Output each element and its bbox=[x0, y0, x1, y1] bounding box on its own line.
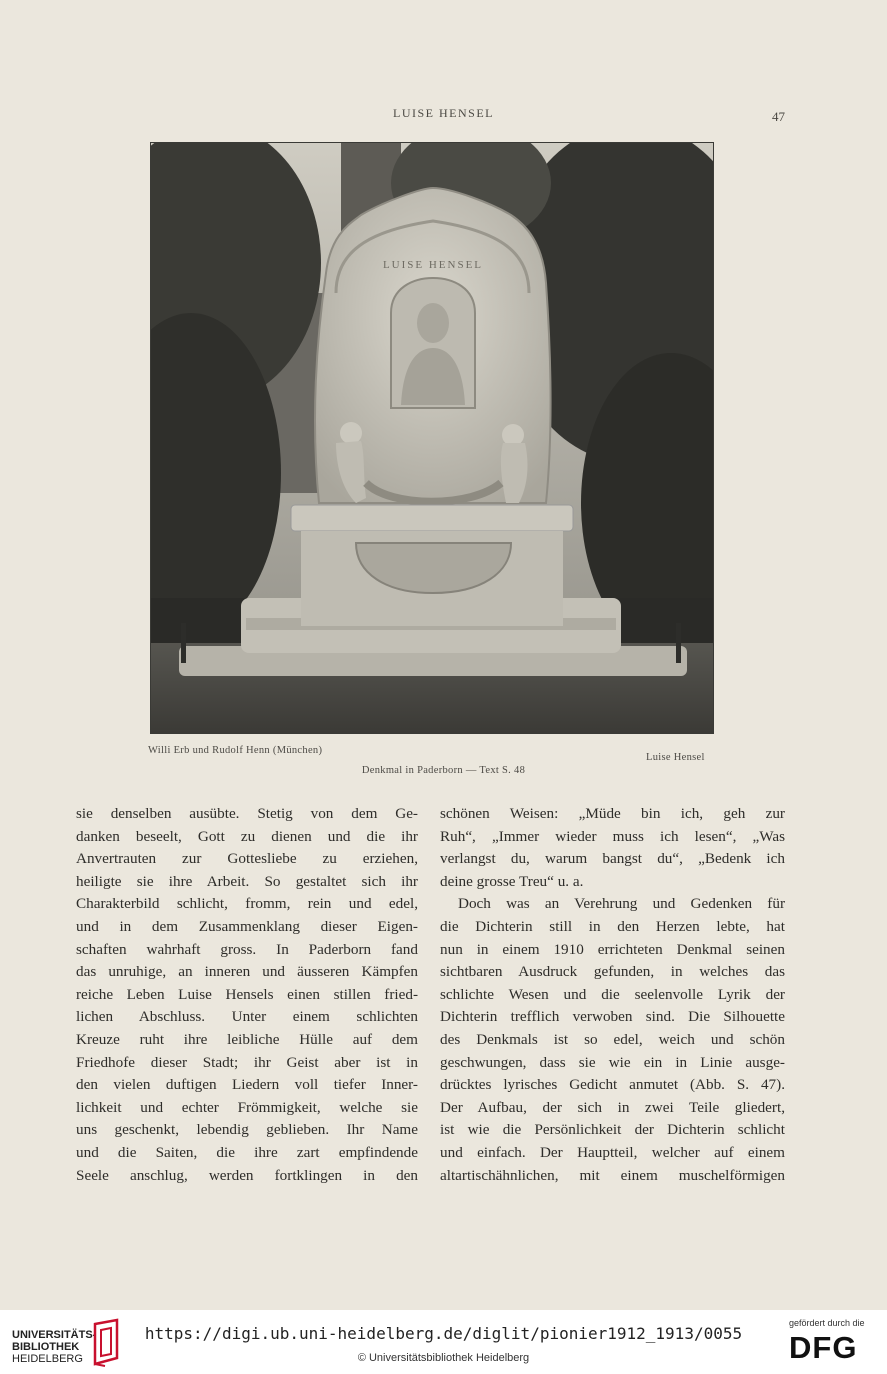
text-line: Seele anschlug, werden fortklingen in den bbox=[76, 1166, 418, 1184]
text-line: sie denselben ausübte. Stetig von dem Ge- bbox=[76, 805, 418, 822]
text-line: deine grosse Treu“ u. a. bbox=[440, 872, 584, 890]
dfg-logo[interactable]: DFG bbox=[789, 1330, 858, 1365]
text-line: nun in einem 1910 errichteten Denkmal seinen bbox=[440, 940, 785, 958]
figure-caption-artists: Willi Erb und Rudolf Henn (München) bbox=[148, 745, 323, 756]
text-column-left bbox=[76, 803, 418, 1187]
text-line: den vielen duftigen Liedern voll tiefer Inner- bbox=[76, 1076, 418, 1094]
text-line: geschwungen, dass sie wie ein in Linie ausge- bbox=[440, 1053, 785, 1071]
text-line: und in dem Zusammenklang dieser Eigen- bbox=[76, 917, 418, 935]
text-column-right bbox=[440, 803, 785, 1187]
text-line: ist wie die Persönlichkeit der Dichterin schlicht bbox=[440, 1121, 785, 1139]
text-line: des Denkmals ist so edel, weich und schön bbox=[440, 1030, 785, 1048]
text-line: Anvertrauten zur Gottesliebe zu erziehen, bbox=[76, 850, 418, 868]
text-line: lichkeit und echter Frömmigkeit, welche sie bbox=[76, 1098, 418, 1116]
figure-caption: Denkmal in Paderborn — Text S. 48 bbox=[361, 765, 526, 776]
text-line: drücktes lyrisches Gedicht anmutet (Abb. S. 47). bbox=[440, 1076, 785, 1094]
text-line: danken beseelt, Gott zu dienen und die ihr bbox=[76, 827, 418, 845]
text-line: uns geschenkt, lebendig geblieben. Ihr Name bbox=[76, 1121, 418, 1139]
text-line: heiligte sie ihre Arbeit. So gestaltet sich ihr bbox=[76, 872, 418, 890]
funding-label: gefördert durch die bbox=[789, 1318, 865, 1328]
monument-inscription: LUISE HENSEL bbox=[382, 259, 484, 271]
figure-caption-subject: Luise Hensel bbox=[646, 752, 705, 763]
text-line: schönen Weisen: „Müde bin ich, geh zur bbox=[440, 805, 785, 822]
running-title: LUISE HENSEL bbox=[393, 106, 494, 120]
text-line: die Dichterin still in den Herzen lebte, hat bbox=[440, 917, 785, 935]
text-line: Ruh“, „Immer wieder muss ich lesen“, „Was bbox=[440, 827, 785, 845]
monument-photo bbox=[150, 142, 714, 734]
text-line: und einfach. Der Hauptteil, welcher auf einem bbox=[440, 1143, 785, 1161]
library-name-line3: HEIDELBERG bbox=[12, 1353, 83, 1365]
permalink-url[interactable]: https://digi.ub.uni-heidelberg.de/diglit/pionier1912_1913/0055 bbox=[144, 1324, 743, 1343]
text-line: reiche Leben Luise Hensels einen stillen fried- bbox=[76, 985, 418, 1003]
page-number: 47 bbox=[772, 109, 785, 124]
text-line: und die Saiten, die ihre zart empfindende bbox=[76, 1143, 418, 1161]
copyright-notice: © Universitätsbibliothek Heidelberg bbox=[357, 1352, 530, 1364]
text-line: schaften wahrhaft gross. In Paderborn fand bbox=[76, 940, 418, 958]
text-line: lichen Abschluss. Unter einem schlichten bbox=[76, 1008, 418, 1026]
text-line: altartischähnlichen, mit einem muschelförmigen bbox=[440, 1166, 785, 1184]
text-line: sichtbaren Ausdruck gefunden, in welches das bbox=[440, 963, 785, 981]
library-name-line2: BIBLIOTHEK bbox=[12, 1341, 80, 1353]
text-line: Der Aufbau, der sich in zwei Teile gliedert, bbox=[440, 1098, 785, 1116]
text-line: Doch was an Verehrung und Gedenken für bbox=[458, 895, 785, 913]
text-line: Dichterin trefflich verwoben sind. Die Silhouette bbox=[440, 1008, 785, 1026]
text-line: schlichte Wesen und die seelenvolle Lyrik der bbox=[440, 985, 785, 1003]
text-line: das unruhige, an inneren und äusseren Kämpfen bbox=[76, 963, 418, 981]
text-line: verlangst du, warum bangst du“, „Bedenk ich bbox=[440, 850, 785, 868]
text-line: Friedhofe dieser Stadt; ihr Geist aber ist in bbox=[76, 1053, 418, 1071]
text-line: Charakterbild schlicht, fromm, rein und edel, bbox=[76, 895, 418, 913]
text-line: Kreuze ruht ihre leibliche Hülle auf dem bbox=[76, 1030, 418, 1048]
library-name-line1: UNIVERSITÄTS- bbox=[12, 1329, 97, 1341]
